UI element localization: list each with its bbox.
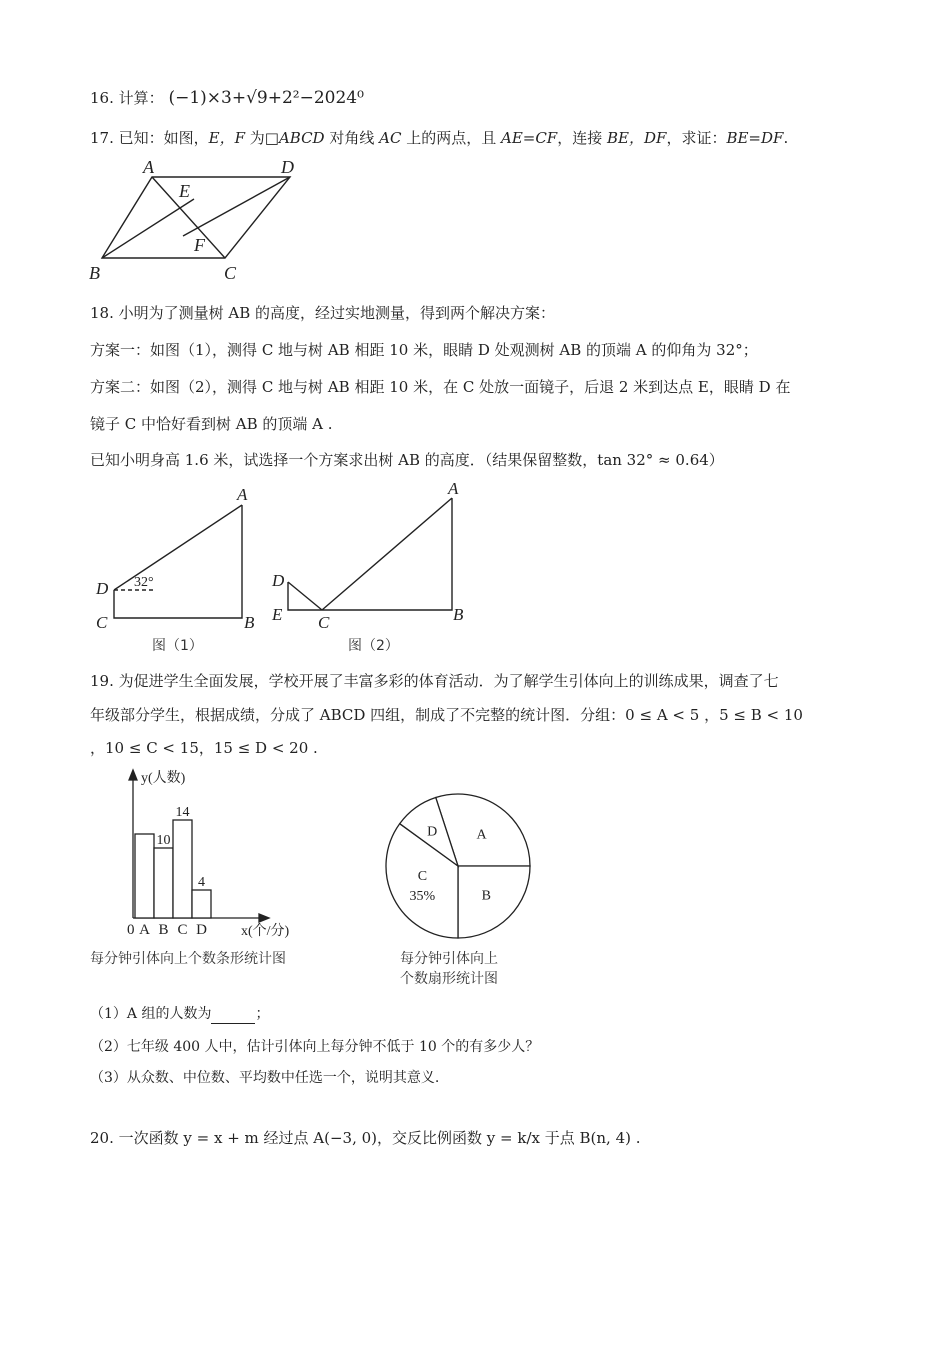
- fig1-frame: [114, 505, 242, 618]
- q19-sub-3: （3）从众数、中位数、平均数中任选一个，说明其意义.: [90, 1070, 440, 1086]
- bar-d: [192, 890, 211, 918]
- q18-line-2: 方案一：如图（1），测得 C 地与树 AB 相距 10 米，眼睛 D 处观测树 AB 的顶端 A 的仰角为 32°；: [90, 341, 758, 359]
- pie-caption-2: 个数扇形统计图: [400, 971, 498, 987]
- q17-segments: BE，DF: [607, 129, 667, 147]
- bar-category-label: D: [196, 922, 207, 938]
- pie-slice-b: [458, 866, 530, 938]
- fig1-label-a: A: [237, 485, 248, 504]
- q19-sub-1: [90, 1004, 269, 1024]
- q17-text: 17. 已知：如图，: [90, 129, 209, 147]
- bar-y-label: y(人数): [141, 771, 186, 786]
- label-f: F: [194, 235, 205, 255]
- question-16: [90, 88, 364, 108]
- q18-line-3: 方案二：如图（2），测得 C 地与树 AB 相距 10 米，在 C 处放一面镜子，后退 2 米到达点 E，眼睛 D 在: [90, 378, 791, 396]
- pie-percent-label: 35%: [409, 889, 436, 905]
- q17-condition: AE=CF: [500, 129, 558, 147]
- bar-category-label: C: [177, 922, 188, 938]
- fig1-label-d: D: [96, 579, 109, 598]
- q17-diagonal: AC: [379, 129, 402, 147]
- pie-caption-1: 每分钟引体向上: [400, 951, 498, 967]
- label-d: D: [281, 157, 294, 177]
- label-b: B: [89, 263, 100, 283]
- bar-x-arrow: [259, 914, 269, 922]
- pie-label-a: A: [476, 827, 487, 843]
- pie-chart: [380, 790, 540, 950]
- q19-line-2: 年级部分学生，根据成绩，分成了 ABCD 四组，制成了不完整的统计图．分组：0 ≤ A < 5 ，5 ≤ B < 10: [90, 706, 803, 724]
- q19-line-3: ，10 ≤ C < 15，15 ≤ D < 20 .: [90, 739, 318, 757]
- q19-line-1: 19. 为促进学生全面发展，学校开展了丰富多彩的体育活动．为了解学生引体向上的训练成果，调查了七: [90, 672, 779, 690]
- q17-text: ，连接: [557, 129, 608, 147]
- fig2-label-d: D: [272, 571, 285, 590]
- q17-text: 上的两点，且: [401, 129, 501, 147]
- q17-points-ef: E，F: [208, 129, 245, 147]
- answer-blank[interactable]: [211, 1009, 255, 1024]
- fig2-eye-to-mirror: [288, 582, 322, 610]
- bar-value-label: 10: [156, 833, 171, 848]
- label-c: C: [224, 263, 237, 283]
- q17-text: 对角线: [324, 129, 380, 147]
- bar-caption: 每分钟引体向上个数条形统计图: [90, 951, 286, 967]
- bar-a: [135, 834, 154, 918]
- parallelogram-figure: [85, 155, 315, 285]
- question-17: [90, 128, 788, 148]
- figure-1: [90, 480, 270, 630]
- bar-origin-label: 0: [127, 922, 135, 938]
- pie-label-d: D: [427, 824, 438, 840]
- q16-expression: (−1)×3+√9+2²−2024⁰: [168, 88, 364, 108]
- bar-c: [173, 820, 192, 918]
- q17-parallelogram: □ABCD: [264, 129, 325, 147]
- figure-2: [262, 478, 482, 628]
- bar-category-label: A: [139, 922, 150, 938]
- bar-x-label: x(个/分): [241, 924, 290, 938]
- fig1-label-c: C: [96, 613, 108, 630]
- question-20: 20. 一次函数 y = x + m 经过点 A(−3, 0)，交反比例函数 y = k/x 于点 B(n, 4) .: [90, 1129, 641, 1147]
- bar-value-label: 4: [198, 875, 205, 890]
- q17-text: .: [783, 129, 789, 147]
- q18-line-4: 镜子 C 中恰好看到树 AB 的顶端 A .: [90, 415, 333, 433]
- fig2-label-c: C: [318, 613, 330, 628]
- fig2-mirror-to-top: [322, 498, 452, 610]
- segment-be: [102, 199, 194, 258]
- bar-b: [154, 848, 173, 918]
- pie-label-b: B: [481, 888, 491, 904]
- label-e: E: [179, 181, 190, 201]
- q18-line-5: 已知小明身高 1.6 米，试选择一个方案求出树 AB 的高度．（结果保留整数，tan 32° ≈ 0.64）: [90, 451, 724, 469]
- bar-category-label: B: [158, 922, 169, 938]
- fig2-label-a: A: [448, 479, 459, 498]
- fig1-label-b: B: [244, 613, 255, 630]
- q19-sub-1-text: （1）A 组的人数为: [90, 1006, 212, 1022]
- pie-label-c: C: [417, 869, 428, 885]
- q17-goal: BE=DF: [726, 129, 784, 147]
- q17-text: 为: [244, 129, 265, 147]
- fig2-frame: [288, 498, 452, 610]
- fig2-label-e: E: [272, 605, 283, 624]
- q16-label: 计算：: [118, 89, 164, 107]
- q17-text: ，求证：: [666, 129, 727, 147]
- bar-chart: [95, 768, 295, 938]
- segment-df: [183, 177, 290, 236]
- q18-line-1: 18. 小明为了测量树 AB 的高度，经过实地测量，得到两个解决方案：: [90, 304, 556, 322]
- q19-sub-2: （2）七年级 400 人中，估计引体向上每分钟不低于 10 个的有多少人？: [90, 1039, 540, 1055]
- fig1-caption: 图（1）: [152, 638, 203, 654]
- fig2-label-b: B: [453, 605, 464, 624]
- label-a: A: [143, 157, 154, 177]
- bar-y-arrow: [129, 770, 137, 780]
- bar-value-label: 14: [175, 805, 190, 820]
- q16-number: 16.: [90, 89, 114, 107]
- fig1-angle-label: 32°: [134, 575, 154, 590]
- fig2-caption: 图（2）: [348, 638, 399, 654]
- q19-sub-1-end: ；: [255, 1006, 270, 1022]
